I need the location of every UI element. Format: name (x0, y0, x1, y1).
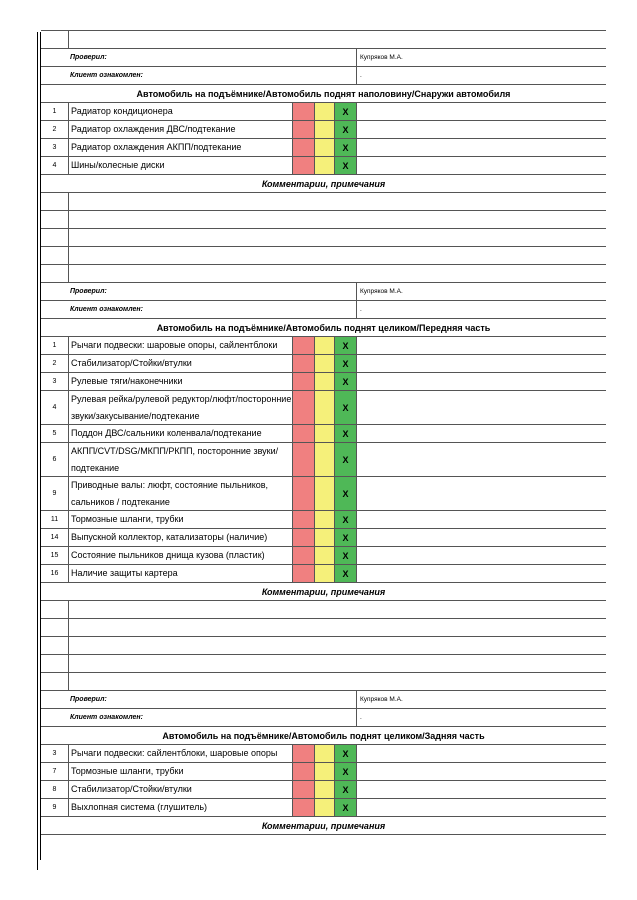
client-ack-label: Клиент ознакомлен: (41, 709, 357, 726)
checked-by-label: Проверил: (41, 283, 357, 300)
item-number: 1 (41, 337, 69, 354)
item-comment[interactable] (357, 799, 606, 816)
item-name: Тормозные шланги, трубки (69, 511, 293, 528)
item-number: 1 (41, 103, 69, 120)
client-ack-label: Клиент ознакомлен: (41, 67, 357, 84)
checklist-row (41, 373, 606, 391)
checklist-row (41, 477, 606, 511)
comment-line[interactable] (41, 247, 606, 265)
status-red-cell[interactable] (293, 355, 315, 372)
comment-line[interactable] (41, 601, 606, 619)
item-comment[interactable] (357, 745, 606, 762)
item-number: 15 (41, 547, 69, 564)
comment-line[interactable] (41, 655, 606, 673)
comments-header: Комментарии, примечания (41, 817, 606, 835)
status-yellow-cell[interactable] (315, 443, 335, 476)
item-number: 2 (41, 355, 69, 372)
item-comment[interactable] (357, 511, 606, 528)
section1-items (41, 103, 606, 175)
checklist-row (41, 511, 606, 529)
client-ack-value: . (360, 714, 362, 721)
status-green-cell[interactable]: X (335, 781, 357, 798)
item-number: 5 (41, 425, 69, 442)
status-yellow-cell[interactable] (315, 565, 335, 582)
checked-by-value: Купряков М.А. (360, 288, 403, 295)
item-name: Наличие защиты картера (69, 565, 293, 582)
item-name: Рулевые тяги/наконечники (69, 373, 293, 390)
item-name: Поддон ДВС/сальники коленвала/подтекание (69, 425, 293, 442)
comment-line[interactable] (41, 619, 606, 637)
status-green-cell[interactable]: X (335, 103, 357, 120)
status-green-cell[interactable]: X (335, 799, 357, 816)
inspection-sheet (41, 30, 606, 835)
checked-by-value: Купряков М.А. (360, 696, 403, 703)
item-number: 9 (41, 799, 69, 816)
section-title: Автомобиль на подъёмнике/Автомобиль поднят целиком/Задняя часть (41, 727, 606, 745)
status-red-cell[interactable] (293, 443, 315, 476)
item-comment[interactable] (357, 781, 606, 798)
client-ack-row (41, 67, 606, 85)
section-title: Автомобиль на подъёмнике/Автомобиль поднят целиком/Передняя часть (41, 319, 606, 337)
status-green-cell[interactable]: X (335, 763, 357, 780)
comment-line[interactable] (41, 211, 606, 229)
section2-items (41, 337, 606, 583)
status-red-cell[interactable] (293, 391, 315, 424)
status-green-cell[interactable]: X (335, 529, 357, 546)
item-comment[interactable] (357, 425, 606, 442)
section3-items (41, 745, 606, 817)
section-title: Автомобиль на подъёмнике/Автомобиль поднят наполовину/Снаружи автомобиля (41, 85, 606, 103)
status-green-cell[interactable]: X (335, 511, 357, 528)
checklist-row (41, 781, 606, 799)
status-red-cell[interactable] (293, 121, 315, 138)
item-name: Выпускной коллектор, катализаторы (наличие) (69, 529, 293, 546)
item-name: Рычаги подвески: шаровые опоры, сайлентблоки (69, 337, 293, 354)
status-red-cell[interactable] (293, 781, 315, 798)
item-name: Стабилизатор/Стойки/втулки (69, 781, 293, 798)
comments-header: Комментарии, примечания (41, 175, 606, 193)
checklist-row (41, 529, 606, 547)
item-comment[interactable] (357, 121, 606, 138)
status-red-cell[interactable] (293, 799, 315, 816)
status-green-cell[interactable]: X (335, 443, 357, 476)
item-comment[interactable] (357, 157, 606, 174)
status-green-cell[interactable]: X (335, 337, 357, 354)
status-red-cell[interactable] (293, 511, 315, 528)
status-green-cell[interactable]: X (335, 547, 357, 564)
item-number: 2 (41, 121, 69, 138)
comment-line[interactable] (41, 229, 606, 247)
status-red-cell[interactable] (293, 157, 315, 174)
checked-by-label: Проверил: (41, 49, 357, 66)
item-number: 8 (41, 781, 69, 798)
status-green-cell[interactable]: X (335, 745, 357, 762)
status-yellow-cell[interactable] (315, 745, 335, 762)
item-name: Состояние пыльников днища кузова (пластик) (69, 547, 293, 564)
status-green-cell[interactable]: X (335, 139, 357, 156)
status-red-cell[interactable] (293, 529, 315, 546)
status-green-cell[interactable]: X (335, 565, 357, 582)
status-yellow-cell[interactable] (315, 373, 335, 390)
status-yellow-cell[interactable] (315, 157, 335, 174)
status-yellow-cell[interactable] (315, 425, 335, 442)
item-number: 7 (41, 763, 69, 780)
status-green-cell[interactable]: X (335, 373, 357, 390)
item-number: 3 (41, 373, 69, 390)
checklist-row (41, 565, 606, 583)
status-red-cell[interactable] (293, 745, 315, 762)
status-yellow-cell[interactable] (315, 355, 335, 372)
item-number: 14 (41, 529, 69, 546)
checklist-row (41, 443, 606, 477)
status-yellow-cell[interactable] (315, 547, 335, 564)
status-yellow-cell[interactable] (315, 781, 335, 798)
checklist-row (41, 799, 606, 817)
status-red-cell[interactable] (293, 373, 315, 390)
checklist-row (41, 745, 606, 763)
item-number: 3 (41, 139, 69, 156)
status-yellow-cell[interactable] (315, 391, 335, 424)
client-ack-row (41, 709, 606, 727)
status-green-cell[interactable]: X (335, 157, 357, 174)
client-ack-row (41, 301, 606, 319)
item-comment[interactable] (357, 337, 606, 354)
item-comment[interactable] (357, 477, 606, 510)
item-name: Радиатор кондиционера (69, 103, 293, 120)
item-name: Выхлопная система (глушитель) (69, 799, 293, 816)
checklist-row (41, 391, 606, 425)
item-comment[interactable] (357, 547, 606, 564)
item-name: Приводные валы: люфт, состояние пыльников, сальников / подтекание (69, 477, 293, 510)
item-comment[interactable] (357, 139, 606, 156)
comments-header: Комментарии, примечания (41, 583, 606, 601)
status-yellow-cell[interactable] (315, 121, 335, 138)
left-margin-line-1 (37, 32, 38, 870)
checklist-row (41, 355, 606, 373)
item-number: 11 (41, 511, 69, 528)
comment-line[interactable] (41, 265, 606, 283)
status-yellow-cell[interactable] (315, 139, 335, 156)
item-name: Радиатор охлаждения ДВС/подтекание (69, 121, 293, 138)
status-red-cell[interactable] (293, 103, 315, 120)
status-yellow-cell[interactable] (315, 799, 335, 816)
item-name: Стабилизатор/Стойки/втулки (69, 355, 293, 372)
checked-by-row (41, 49, 606, 67)
checked-by-value: Купряков М.А. (360, 54, 403, 61)
checklist-row (41, 139, 606, 157)
checklist-row (41, 157, 606, 175)
checklist-row (41, 337, 606, 355)
item-number: 6 (41, 443, 69, 476)
item-number: 9 (41, 477, 69, 510)
comment-line[interactable] (41, 673, 606, 691)
status-yellow-cell[interactable] (315, 529, 335, 546)
item-number: 4 (41, 157, 69, 174)
item-number: 16 (41, 565, 69, 582)
blank-row (41, 31, 606, 49)
item-name: Рулевая рейка/рулевой редуктор/люфт/посторонние звуки/закусывание/подтекание (69, 391, 293, 424)
item-name: АКПП/CVT/DSG/МКПП/РКПП, посторонние звуки/подтекание (69, 443, 293, 476)
item-name: Радиатор охлаждения АКПП/подтекание (69, 139, 293, 156)
status-green-cell[interactable]: X (335, 391, 357, 424)
item-comment[interactable] (357, 565, 606, 582)
item-comment[interactable] (357, 355, 606, 372)
checked-by-row (41, 691, 606, 709)
item-comment[interactable] (357, 443, 606, 476)
item-comment[interactable] (357, 103, 606, 120)
item-comment[interactable] (357, 391, 606, 424)
status-green-cell[interactable]: X (335, 121, 357, 138)
status-yellow-cell[interactable] (315, 337, 335, 354)
item-number: 4 (41, 391, 69, 424)
client-ack-label: Клиент ознакомлен: (41, 301, 357, 318)
client-ack-value: . (360, 306, 362, 313)
status-red-cell[interactable] (293, 547, 315, 564)
comment-line[interactable] (41, 637, 606, 655)
status-green-cell[interactable]: X (335, 477, 357, 510)
comment-line[interactable] (41, 193, 606, 211)
checklist-row (41, 121, 606, 139)
checklist-row (41, 425, 606, 443)
status-green-cell[interactable]: X (335, 425, 357, 442)
item-comment[interactable] (357, 373, 606, 390)
checklist-row (41, 763, 606, 781)
status-yellow-cell[interactable] (315, 103, 335, 120)
status-yellow-cell[interactable] (315, 477, 335, 510)
status-yellow-cell[interactable] (315, 511, 335, 528)
checklist-row (41, 547, 606, 565)
client-ack-value: . (360, 72, 362, 79)
status-red-cell[interactable] (293, 337, 315, 354)
checklist-row (41, 103, 606, 121)
status-red-cell[interactable] (293, 425, 315, 442)
status-red-cell[interactable] (293, 139, 315, 156)
status-yellow-cell[interactable] (315, 763, 335, 780)
item-comment[interactable] (357, 529, 606, 546)
status-red-cell[interactable] (293, 763, 315, 780)
status-red-cell[interactable] (293, 477, 315, 510)
checked-by-label: Проверил: (41, 691, 357, 708)
item-name: Рычаги подвески: сайлентблоки, шаровые опоры (69, 745, 293, 762)
item-name: Шины/колесные диски (69, 157, 293, 174)
checked-by-row (41, 283, 606, 301)
item-comment[interactable] (357, 763, 606, 780)
status-green-cell[interactable]: X (335, 355, 357, 372)
status-red-cell[interactable] (293, 565, 315, 582)
item-name: Тормозные шланги, трубки (69, 763, 293, 780)
item-number: 3 (41, 745, 69, 762)
